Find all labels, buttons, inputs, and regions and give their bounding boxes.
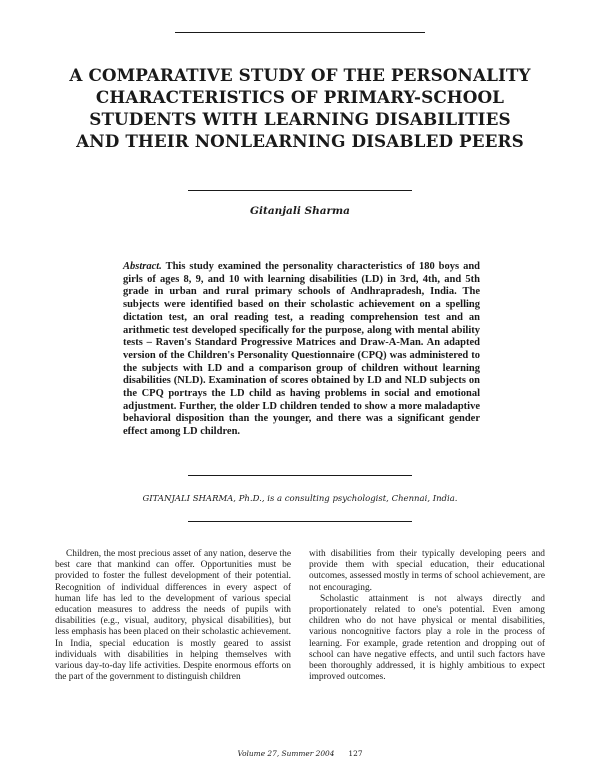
article-title xyxy=(40,64,560,152)
abstract-label: Abstract. xyxy=(123,261,162,272)
body-column-right xyxy=(309,549,545,683)
title-line: CHARACTERISTICS OF PRIMARY-SCHOOL xyxy=(95,87,505,107)
affiliation-rule xyxy=(188,521,412,522)
body-paragraph: Scholastic attainment is not always directly and proportionately related to one's potential. Even among children who do not have physical or mental disabilities, various noncognitive factors play a role in the process of learning. For example, grade retention and dropping out of school can have negative effects, and until such factors have been thoroughly addressed, it is highly ambitious to expect improved outcomes. xyxy=(309,593,545,683)
author-affiliation: GITANJALI SHARMA, Ph.D., is a consulting psychologist, Chennai, India. xyxy=(142,494,458,504)
title-line: A COMPARATIVE STUDY OF THE PERSONALITY xyxy=(69,65,531,85)
title-line: AND THEIR NONLEARNING DISABLED PEERS xyxy=(76,131,524,151)
journal-issue: Volume 27, Summer 2004 xyxy=(237,749,335,758)
author-name: Gitanjali Sharma xyxy=(250,205,350,217)
title-line: STUDENTS WITH LEARNING DISABILITIES xyxy=(89,109,511,129)
top-rule xyxy=(175,32,425,33)
body-paragraph: with disabilities from their typically developing peers and provide them with special education, their educational outcomes, assessed mostly in terms of school achievement, are not encouraging. xyxy=(309,549,545,593)
body-column-left xyxy=(55,549,291,683)
abstract-text: This study examined the personality characteristics of 180 boys and girls of ages 8, 9, and 10 with learning disabilities (LD) in 3rd, 4th, and 5th grade in urban and rural primary schools of Andhrapradesh, India. The subjects were identified based on their scholastic achievement on a spelling dictation test, an oral reading test, a reading comprehension test and an arithmetic test developed specifically for the purpose, along with mental ability tests – Raven's Standard Progressive Matrices and Draw-A-Man. An adapted version of the Children's Personality Questionnaire (CPQ) was administered to the subjects with LD and a comparison group of children without learning disabilities (NLD). Examination of scores obtained by LD and NLD subjects on the CPQ portrays the LD child as having problems in social and emotional adjustment. Further, the older LD children tended to show a more maladaptive behavioral disposition than the younger, and there was a significant gender effect among LD children. xyxy=(123,261,480,438)
abstract-rule-bottom xyxy=(188,475,412,476)
body-paragraph: Children, the most precious asset of any nation, deserve the best care that mankind can offer. Opportunities must be provided to foster the fullest development of their potential. Recognition of individual differences in every aspect of human life has led to the development of various special education measures to address the needs of pupils with disabilities (e.g., visual, auditory, physical disabilities), but less emphasis has been placed on their scholastic achievement. In India, special education is mostly geared to assist individuals with disabilities in helping themselves with various day-to-day life activities. Despite enormous efforts on the part of the government to distinguish children xyxy=(55,549,291,683)
page-number: 127 xyxy=(348,749,363,758)
page-footer xyxy=(0,749,600,758)
title-rule xyxy=(188,190,412,191)
abstract xyxy=(123,261,480,439)
